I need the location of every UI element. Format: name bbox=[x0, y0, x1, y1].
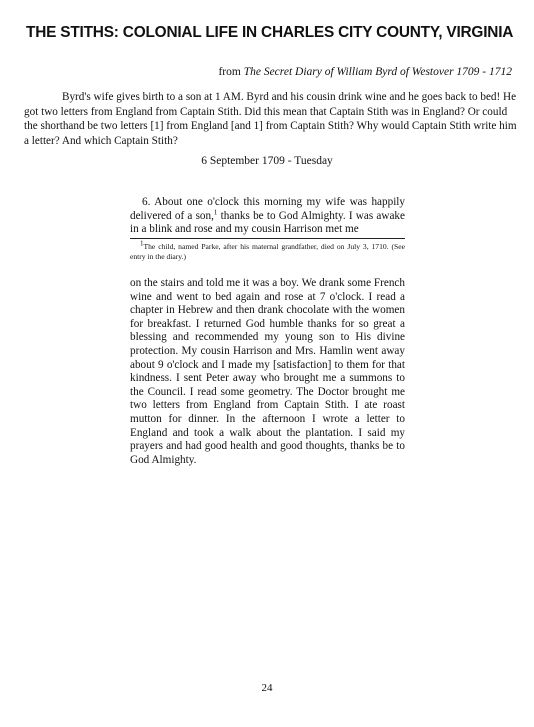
footnote bbox=[130, 239, 405, 262]
footnote-divider bbox=[130, 238, 405, 239]
entry-dateline: 6 September 1709 - Tuesday bbox=[201, 155, 333, 167]
page-number: 24 bbox=[261, 682, 273, 694]
source-work-title: The Secret Diary of William Byrd of Westover 1709 - 1712 bbox=[243, 66, 512, 78]
diary-text-before-note: 6. About one o'clock this morning my wife was happily delivered of a son, bbox=[130, 196, 405, 222]
intro-paragraph: Byrd's wife gives birth to a son at 1 AM. Byrd and his cousin drink wine and he goes back to bed! He got two letters from England from Captain Stith. Did this mean that Captain Stith was in England? Or could the shorthand be two letters [1] from England [and 1] from Captain Stith? Why would Captain Stith write him a letter? And which Captain Stith? bbox=[24, 91, 517, 147]
source-prefix: from bbox=[218, 66, 241, 78]
footnote-marker: 1 bbox=[140, 239, 144, 248]
diary-entry-part-2: on the stairs and told me it was a boy. We drank some French wine and went to bed again and rose at 7 o'clock. I read a chapter in Hebrew and then drank chocolate with the women for breakfast. I returned God humble thanks for so great a blessing and recommended my young son to His divine protection. My cousin Harrison and Mrs. Hamlin went away about 9 o'clock and I made my [satisfaction] to them for that kindness. I sent Peter away who brought me a summons to the Council. I read some geometry. The Doctor brought me two letters from England from Captain Stith. I ate roast mutton for dinner. In the afternoon I wrote a letter to England and took a walk about the plantation. I said my prayers and had good health and good thoughts, thanks be to God Almighty. bbox=[130, 277, 405, 466]
diary-text-after-note: thanks be to God Almighty. I was awake in a blink and rose and my cousin Harrison met me bbox=[130, 209, 405, 236]
page-title: THE STITHS: COLONIAL LIFE IN CHARLES CITY COUNTY, VIRGINIA bbox=[26, 24, 514, 41]
source-citation bbox=[218, 66, 512, 78]
diary-entry-part-1 bbox=[130, 196, 405, 237]
footnote-reference: 1 bbox=[213, 207, 218, 216]
footnote-text: The child, named Parke, after his maternal grandfather, died on July 3, 1710. (See entry in the diary.) bbox=[130, 242, 405, 261]
